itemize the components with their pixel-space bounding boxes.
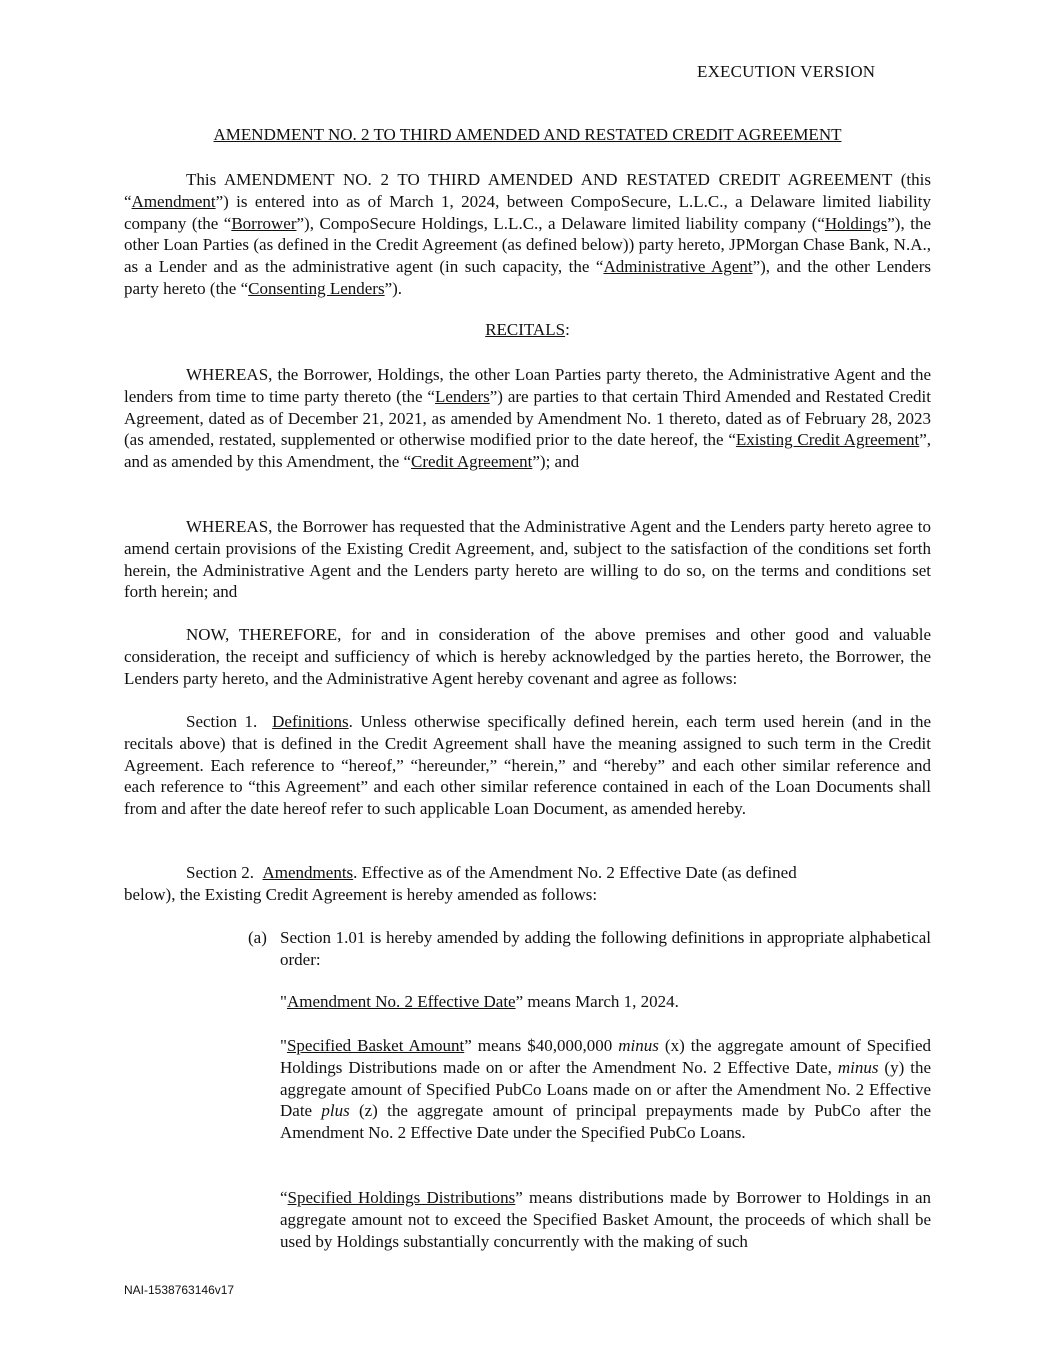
- minus-italic: minus: [837, 1057, 879, 1077]
- intro-text: ”), CompoSecure Holdings, L.L.C., a Delaware limited liability company (“: [296, 213, 825, 233]
- quote-mark: ": [280, 1036, 287, 1055]
- document-title: [0, 125, 1055, 145]
- term-lenders: Lenders: [434, 386, 490, 406]
- term-holdings: Holdings: [824, 213, 888, 233]
- execution-version-label: EXECUTION VERSION: [697, 62, 876, 81]
- whereas-paragraph-1: [124, 364, 931, 473]
- section-1-label: Section 1.: [186, 712, 258, 731]
- whereas-text: ”, and as amended by this Amendment, the “: [124, 430, 932, 472]
- section-1-paragraph: [124, 711, 931, 820]
- section-2-text-continued: below), the Existing Credit Agreement is hereby amended as follows:: [124, 884, 598, 904]
- section-2-label: Section 2.: [186, 863, 254, 882]
- intro-text: This AMENDMENT NO. 2 TO THIRD AMENDED AND RESTATED CREDIT AGREEMENT (this “: [124, 170, 931, 211]
- definition-specified-holdings-distributions: [280, 1187, 931, 1252]
- whereas-paragraph-2: WHEREAS, the Borrower has requested that the Administrative Agent and the Lenders party hereto agree to amend certain provisions of the Existing Credit Agreement, and, subject to the satisfaction of the conditions set forth herein, the Administrative Agent and the Lenders party hereto are willing to do so, on the terms and conditions set forth herein; and: [124, 517, 931, 602]
- term-specified-holdings-distributions: Specified Holdings Distributions: [287, 1188, 516, 1207]
- whereas-text: ”) are parties to that certain Third Amended and Restated Credit Agreement, dated as of December 21, 2021, as amended by Amendment No. 1 thereto, dated as of February 28, 2023 (as amended, restated, supplemented or otherwise modified prior to the date hereof, the “: [124, 386, 931, 450]
- definition-text: ” means March 1, 2024.: [515, 992, 679, 1011]
- term-credit-agreement: Credit Agreement: [411, 452, 533, 472]
- definition-amendment-effective-date: [280, 991, 931, 1013]
- whereas-text: WHEREAS, the Borrower, Holdings, the other Loan Parties party thereto, the Administrative Agent and the lenders from time to time party thereto (the “: [124, 365, 931, 406]
- item-a-label: (a): [248, 928, 267, 947]
- section-1-text: . Unless otherwise specifically defined herein, each term used herein (and in the recitals above) that is defined in the Credit Agreement shall have the meaning assigned to such term in the Credit Agreement. Each reference to “hereof,” “hereunder,” “herein,” and “hereby” and each other similar reference and each reference to “this Agreement” and each other similar reference contained in each of the Loan Documents shall from and after the date hereof refer to such applicable Loan Document, as amended hereby.: [124, 712, 932, 819]
- term-amendment-effective-date: Amendment No. 2 Effective Date: [286, 992, 516, 1011]
- recitals-heading-text: RECITALS: [485, 320, 566, 339]
- document-title-text: AMENDMENT NO. 2 TO THIRD AMENDED AND RESTATED CREDIT AGREEMENT: [213, 125, 842, 144]
- item-a-text: Section 1.01 is hereby amended by adding the following definitions in appropriate alphabetical order:: [280, 928, 931, 969]
- intro-text: ”), and the other Lenders party hereto (the “: [124, 257, 931, 298]
- now-therefore-paragraph: NOW, THEREFORE, for and in consideration of the above premises and other good and valuable consideration, the receipt and sufficiency of which is hereby acknowledged by the parties hereto, the Borrower, the Lenders party hereto, and the Administrative Agent hereby covenant and agree as follows:: [124, 625, 931, 688]
- term-existing-credit-agreement: Existing Credit Agreement: [735, 430, 920, 450]
- definition-text: (z) the aggregate amount of principal prepayments made by PubCo after the Amendment No. 2 Effective Date under the Specified PubCo Loans.: [280, 1101, 931, 1143]
- section-2-heading: Amendments: [262, 863, 354, 882]
- definition-text: (y) the aggregate amount of Specified PubCo Loans made on or after the Amendment No. 2 Effective Date: [280, 1057, 932, 1121]
- plus-italic: plus: [321, 1101, 350, 1121]
- section-1-heading: Definitions: [272, 712, 349, 731]
- recitals-heading: [0, 320, 1055, 340]
- minus-italic: minus: [618, 1036, 659, 1055]
- definition-text: ” means $40,000,000: [464, 1036, 619, 1055]
- term-borrower: Borrower: [231, 213, 297, 233]
- definition-specified-basket-amount: [280, 1035, 931, 1144]
- definition-text: (x) the aggregate amount of Specified Holdings Distributions made on or after the Amendment No. 2 Effective Date,: [280, 1036, 931, 1077]
- term-administrative-agent: Administrative Agent: [603, 257, 753, 277]
- recitals-colon: :: [565, 320, 570, 339]
- section-2-paragraph: [124, 862, 931, 906]
- document-id-footer: NAI-1538763146v17: [124, 1283, 235, 1297]
- definition-text: ” means distributions made by Borrower to Holdings in an aggregate amount not to exceed the Specified Basket Amount, the proceeds of which shall be used by Holdings substantially concurrently with the making of such: [280, 1188, 931, 1251]
- term-specified-basket-amount: Specified Basket Amount: [286, 1036, 465, 1055]
- quote-mark: “: [280, 1188, 288, 1207]
- intro-text: ”) is entered into as of March 1, 2024, between CompoSecure, L.L.C., a Delaware limited liability company (the “: [124, 191, 931, 233]
- quote-mark: ": [280, 992, 287, 1011]
- intro-text: ”), the other Loan Parties (as defined in the Credit Agreement (as defined below)) party hereto, JPMorgan Chase Bank, N.A., as a Lender and as the administrative agent (in such capacity, the “: [124, 213, 931, 277]
- section-2-text: . Effective as of the Amendment No. 2 Effective Date (as defined: [353, 863, 797, 882]
- intro-paragraph: [124, 169, 931, 300]
- term-amendment: Amendment: [131, 191, 216, 211]
- term-consenting-lenders: Consenting Lenders: [248, 278, 385, 298]
- intro-text: ”).: [384, 278, 403, 298]
- whereas-text: ”); and: [532, 452, 580, 472]
